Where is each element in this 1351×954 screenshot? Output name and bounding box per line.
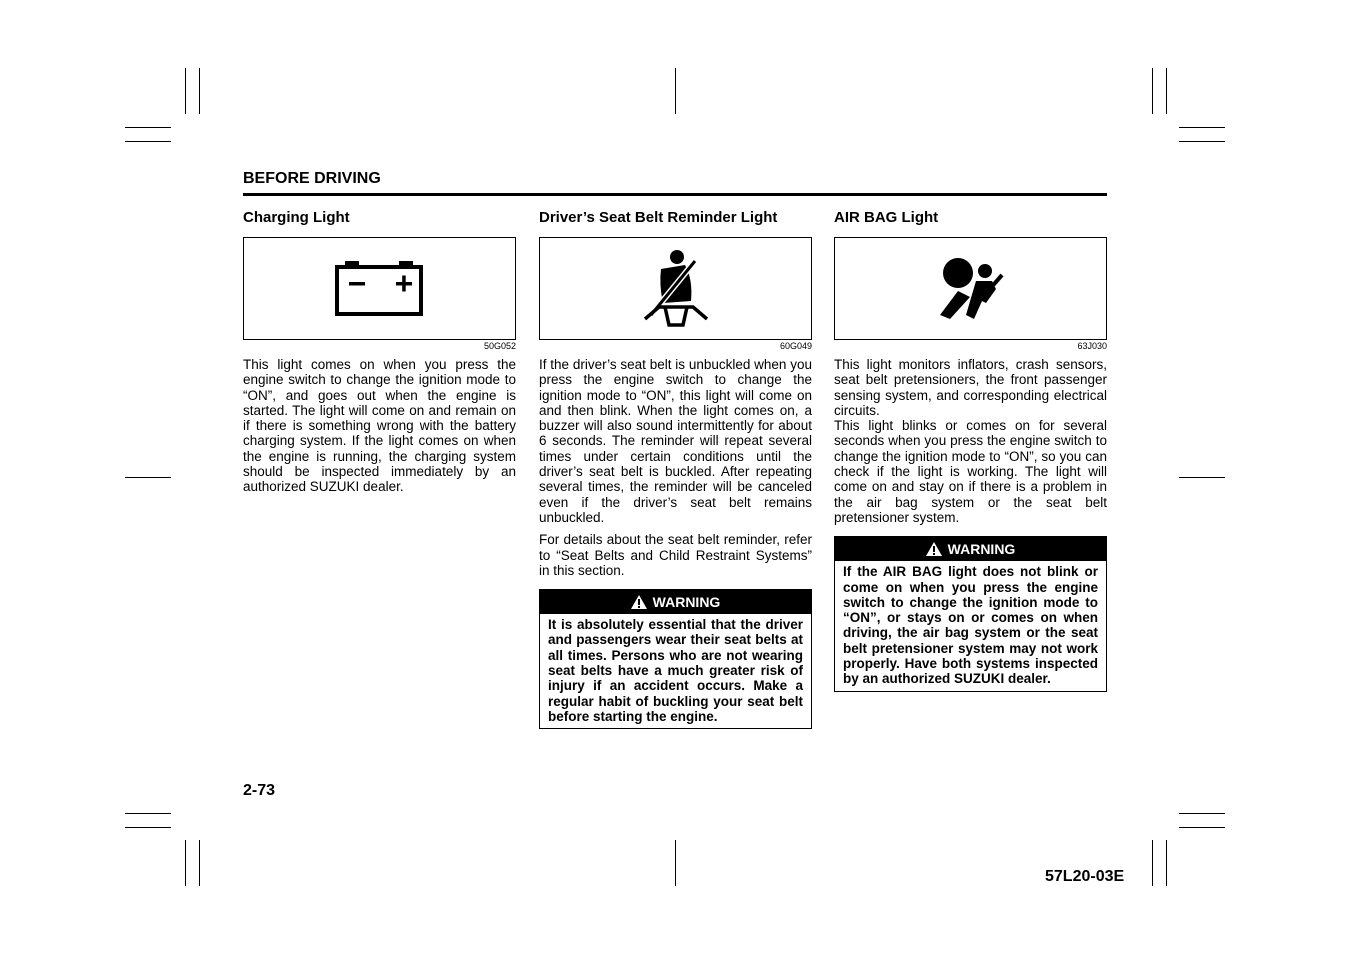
warning-text: It is absolutely essential that the driver and passengers wear their seat belts at all times. Persons who are not wearing seat belts have a much greater risk of injury if an accident occurs. Make a regular habit of buckling your seat belt before starting the engine. (548, 617, 803, 724)
seat-belt-figure (539, 237, 812, 340)
air-bag-title: AIR BAG Light (834, 209, 939, 226)
warning-box (539, 589, 812, 729)
air-bag-figure (834, 237, 1107, 340)
warning-label: WARNING (652, 594, 721, 611)
paragraph: If the driver’s seat belt is unbuckled when you press the engine switch to change the ignition mode to “ON”, this light will come on and then blink. When the light comes on, a buzzer will also sound intermittently for about 6 seconds. The reminder will repeat several times under certain conditions until the driver’s seat belt is buckled. After repeating several times, the reminder will be canceled even if the driver’s seat belt remains unbuckled. (539, 357, 812, 525)
figure-code: 63J030 (1077, 341, 1107, 351)
warning-header (540, 590, 811, 614)
page-number: 2-73 (243, 782, 276, 799)
document-code: 57L20-03E (1045, 868, 1125, 885)
warning-label: WARNING (947, 541, 1016, 558)
charging-light-title: Charging Light (243, 209, 350, 226)
section-header: BEFORE DRIVING (243, 170, 381, 187)
figure-code: 50G052 (483, 341, 516, 351)
warning-triangle-icon (631, 595, 647, 609)
figure-code: 60G049 (779, 341, 812, 351)
warning-box (834, 536, 1107, 691)
warning-header (835, 537, 1106, 561)
column-charging-light (243, 209, 516, 495)
seat-belt-icon (641, 249, 711, 329)
column-seat-belt-reminder (539, 209, 812, 729)
header-rule (243, 193, 1107, 196)
charging-light-figure (243, 237, 516, 340)
paragraph: This light monitors inflators, crash sensors, seat belt pretensioners, the front passenger sensing system, and corresponding electrical circuits. (834, 357, 1107, 418)
warning-text: If the AIR BAG light does not blink or come on when you press the engine switch to change the ignition mode to “ON”, or stays on or comes on when driving, the air bag system or the seat belt pretensioner system may not work properly. Have both systems inspected by an authorized SUZUKI dealer. (843, 564, 1098, 687)
battery-icon (335, 261, 425, 317)
paragraph: This light comes on when you press the engine switch to change the ignition mode to “ON”, and goes out when the engine is started. The light will come on and remain on if there is something wrong with the battery charging system. If the light comes on when the engine is running, the charging system should be inspected immediately by an authorized SUZUKI dealer. (243, 357, 516, 495)
paragraph: For details about the seat belt reminder, refer to “Seat Belts and Child Restraint Systems” in this section. (539, 532, 812, 578)
column-air-bag-light (834, 209, 1107, 692)
seat-belt-title: Driver’s Seat Belt Reminder Light (539, 209, 778, 226)
paragraph: This light blinks or comes on for several seconds when you press the engine switch to change the ignition mode to “ON”, so you can check if the light is working. The light will come on and stay on if there is a problem in the air bag system or the seat belt pretensioner system. (834, 418, 1107, 525)
warning-triangle-icon (926, 542, 942, 556)
air-bag-icon (936, 257, 1006, 321)
